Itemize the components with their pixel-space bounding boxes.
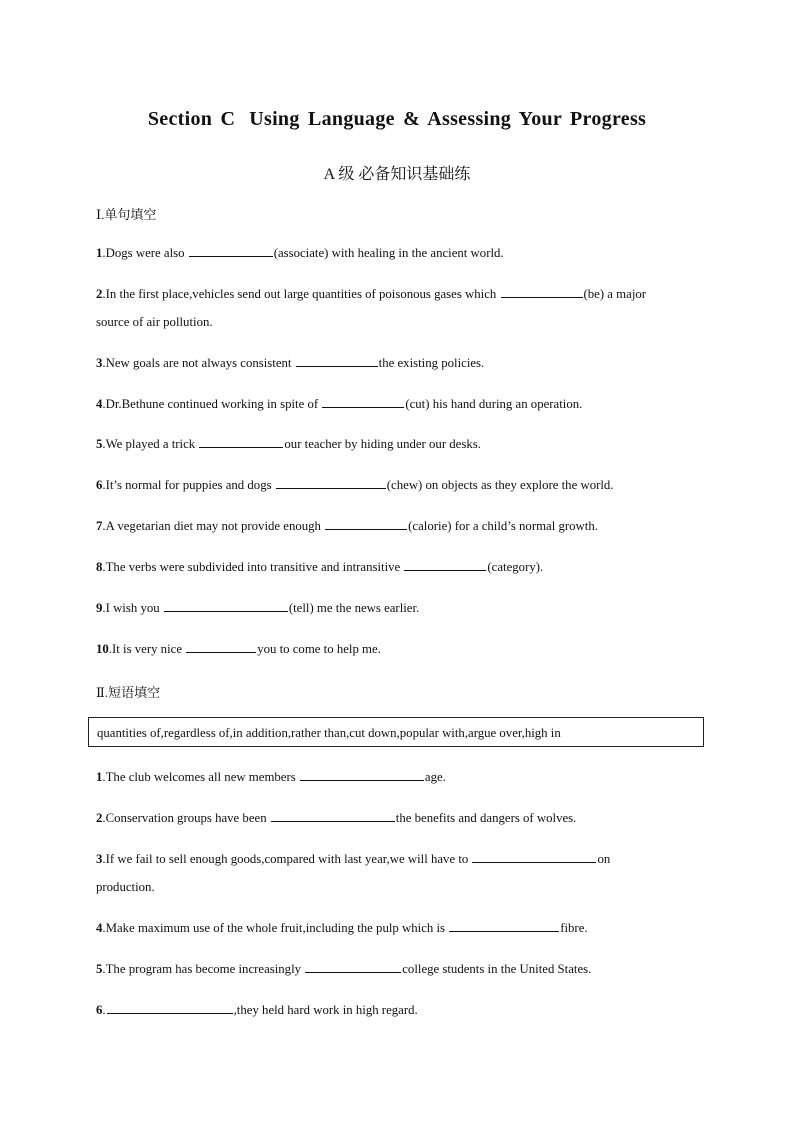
question-text-continued: production.: [96, 880, 155, 894]
answer-blank[interactable]: [186, 638, 256, 653]
question-number: 3: [96, 852, 103, 866]
question-text: (tell) me the news earlier.: [288, 601, 420, 615]
question-text: .Conservation groups have been: [102, 811, 270, 825]
question-text: age.: [424, 770, 446, 784]
question-number: 5: [96, 962, 103, 976]
question-1-9: [96, 594, 706, 622]
question-text: .In the first place,vehicles send out large quantities of poisonous gases which: [102, 287, 500, 301]
question-1-7: [96, 512, 706, 540]
question-number: 5: [96, 437, 103, 451]
question-text: our teacher by hiding under our desks.: [284, 437, 481, 451]
question-text: .New goals are not always consistent: [102, 356, 295, 370]
question-text: .The club welcomes all new members: [102, 770, 299, 784]
question-2-1: [96, 763, 706, 791]
answer-blank[interactable]: [404, 556, 486, 571]
question-number: 4: [96, 921, 103, 935]
question-1-5: [96, 430, 706, 458]
question-text: ,they held hard work in high regard.: [233, 1003, 418, 1017]
question-1-1: [96, 239, 706, 267]
question-1-3: [96, 349, 706, 377]
question-text: .: [102, 1003, 106, 1017]
question-number: 10: [96, 642, 109, 656]
answer-blank[interactable]: [325, 515, 407, 530]
question-number: 4: [96, 397, 103, 411]
answer-blank[interactable]: [449, 917, 559, 932]
question-1-2: [96, 280, 706, 336]
answer-blank[interactable]: [276, 474, 386, 489]
question-text: the benefits and dangers of wolves.: [395, 811, 577, 825]
question-text: .It’s normal for puppies and dogs: [102, 478, 275, 492]
question-text: .It is very nice: [108, 642, 186, 656]
question-number: 7: [96, 519, 103, 533]
word-bank-box: quantities of,regardless of,in addition,rather than,cut down,popular with,argue over,high in: [88, 717, 704, 747]
section-heading-2: Ⅱ.短语填空: [96, 685, 161, 700]
page-title: [0, 108, 794, 131]
question-1-10: [96, 635, 706, 663]
answer-blank[interactable]: [164, 597, 288, 612]
question-text: .Make maximum use of the whole fruit,including the pulp which is: [102, 921, 449, 935]
question-1-4: [96, 390, 706, 418]
question-text-continued: source of air pollution.: [96, 315, 213, 329]
question-1-8: [96, 553, 706, 581]
question-text: .Dogs were also: [102, 246, 188, 260]
answer-blank[interactable]: [107, 999, 233, 1014]
question-text: .Dr.Bethune continued working in spite of: [102, 397, 322, 411]
answer-blank[interactable]: [296, 352, 378, 367]
answer-blank[interactable]: [501, 283, 583, 298]
title-section-label: Section C: [147, 108, 236, 130]
question-number: 9: [96, 601, 103, 615]
question-2-2: [96, 804, 706, 832]
answer-blank[interactable]: [305, 958, 401, 973]
question-number: 8: [96, 560, 103, 574]
question-2-4: [96, 914, 706, 942]
question-number: 2: [96, 811, 103, 825]
question-1-6: [96, 471, 706, 499]
question-text: on: [597, 852, 611, 866]
question-text: (category).: [487, 560, 544, 574]
question-number: 6: [96, 478, 103, 492]
question-2-6: [96, 996, 706, 1024]
question-number: 3: [96, 356, 103, 370]
question-text: (calorie) for a child’s normal growth.: [408, 519, 598, 533]
question-text: (cut) his hand during an operation.: [405, 397, 583, 411]
question-text: (be) a major: [583, 287, 647, 301]
answer-blank[interactable]: [199, 433, 283, 448]
question-text: you to come to help me.: [257, 642, 381, 656]
question-2-5: [96, 955, 706, 983]
question-number: 2: [96, 287, 103, 301]
answer-blank[interactable]: [189, 242, 273, 257]
question-text: .If we fail to sell enough goods,compared with last year,we will have to: [102, 852, 472, 866]
question-2-3: [96, 845, 706, 901]
section-heading-1: Ⅰ.单句填空: [96, 207, 157, 222]
question-number: 1: [96, 246, 103, 260]
answer-blank[interactable]: [322, 393, 404, 408]
question-text: .The program has become increasingly: [102, 962, 305, 976]
question-text: fibre.: [560, 921, 588, 935]
question-number: 6: [96, 1003, 103, 1017]
question-number: 1: [96, 770, 103, 784]
question-text: .We played a trick: [102, 437, 199, 451]
question-text: .The verbs were subdivided into transitive and intransitive: [102, 560, 404, 574]
page-subtitle: A 级 必备知识基础练: [323, 166, 471, 183]
answer-blank[interactable]: [472, 848, 596, 863]
question-text: college students in the United States.: [402, 962, 592, 976]
answer-blank[interactable]: [271, 807, 395, 822]
question-text: (chew) on objects as they explore the world.: [386, 478, 614, 492]
question-text: the existing policies.: [378, 356, 485, 370]
question-text: .I wish you: [102, 601, 163, 615]
answer-blank[interactable]: [300, 766, 424, 781]
title-text: Using Language & Assessing Your Progress: [249, 108, 647, 130]
question-text: (associate) with healing in the ancient world.: [273, 246, 504, 260]
question-text: .A vegetarian diet may not provide enough: [102, 519, 325, 533]
